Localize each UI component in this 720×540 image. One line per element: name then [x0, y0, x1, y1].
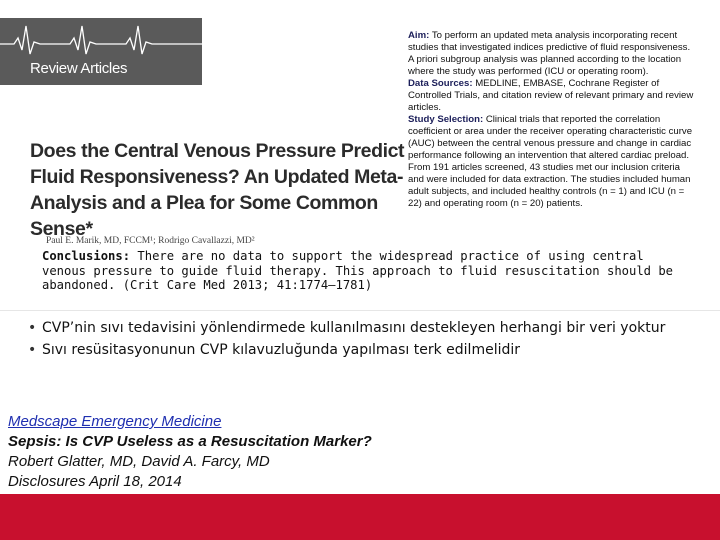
aim-label: Aim:: [408, 30, 430, 41]
abstract-excerpt: [408, 30, 694, 210]
bullet-list: [28, 318, 698, 362]
study-selection-text: Clinical trials that reported the correlation coefficient or area under the receiver operating characteristic curve (AUC) between the central venous pressure and change in cardiac performance following an intervention that altered cardiac preload. From 191 articles screened, 43 studies met our inclusion criteria and were included for data extraction. The studies included human adult subjects, and included healthy controls (n = 1) and ICU (n = 22) and operating room (n = 20) patients.: [408, 114, 693, 209]
paper-title: Does the Central Venous Pressure Predict Fluid Responsiveness? An Updated Meta-Analysis and a Plea for Some Common Sense*: [30, 140, 405, 240]
conclusions-text: There are no data to support the widespread practice of using central venous pressure to guide fluid therapy. This approach to fluid resuscitation should be abandoned. (Crit Care Med 2013; 41:1774–1781): [42, 249, 674, 292]
medscape-link[interactable]: Medscape Emergency Medicine: [8, 413, 222, 430]
data-sources-text: MEDLINE, EMBASE, Cochrane Register of Controlled Trials, and citation review of relevant primary and review articles.: [408, 78, 694, 113]
source-citation: [8, 412, 372, 492]
source-headline: Sepsis: Is CVP Useless as a Resuscitation Marker?: [8, 433, 372, 450]
footer-bar: [0, 494, 720, 540]
study-selection-label: Study Selection:: [408, 114, 484, 125]
heartbeat-icon: [0, 24, 202, 58]
divider: [0, 310, 720, 311]
conclusions-excerpt: [42, 249, 682, 293]
aim-text: To perform an updated meta analysis incorporating recent studies that investigated indices predictive of fluid responsiveness. A priori subgroup analysis was planned according to the location where the study was performed (ICU or operating room).: [408, 30, 691, 77]
paper-authors: Paul E. Marik, MD, FCCM¹; Rodrigo Cavallazzi, MD²: [46, 236, 255, 246]
source-authors: Robert Glatter, MD, David A. Farcy, MD: [8, 453, 270, 470]
source-disclosures: Disclosures April 18, 2014: [8, 473, 182, 490]
conclusions-label: Conclusions:: [42, 249, 131, 263]
banner-title: Review Articles: [30, 60, 128, 77]
review-articles-banner: [0, 18, 202, 85]
data-sources-label: Data Sources:: [408, 78, 473, 89]
bullet-item: • Sıvı resüsitasyonunun CVP kılavuzluğunda yapılması terk edilmelidir: [28, 340, 698, 360]
bullet-item: • CVP’nin sıvı tedavisini yönlendirmede kullanılmasını destekleyen herhangi bir veri yoktur: [28, 318, 698, 338]
